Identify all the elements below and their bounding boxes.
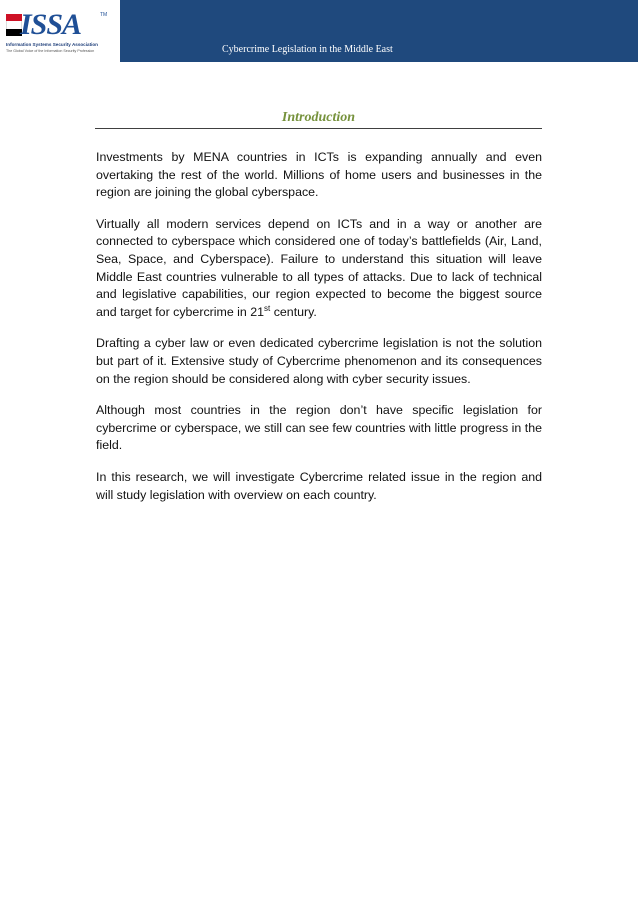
paragraph: Drafting a cyber law or even dedicated cybercrime legislation is not the solution but part of it. Extensive study of Cybercrime phenomenon and its consequences on the region should be considered along with cyber security issues.	[96, 336, 542, 386]
page-header	[0, 0, 638, 62]
heading-divider	[95, 128, 542, 129]
paragraph: Virtually all modern services depend on ICTs and in a way or another are connected to cyberspace which considered one of today’s battlefields (Air, Land, Sea, Space, and Cyberspace). Failure to understand this situation will leave Middle East countries vulnerable to all types of attacks. Due to lack of technical and legislative capabilities, our region expected to become the biggest source and target for cybercrime in 21st century.	[96, 216, 542, 319]
issa-logo	[0, 0, 120, 62]
paragraph: Although most countries in the region don’t have specific legislation for cybercrime or cyberspace, we still can see few countries with little progress in the field.	[96, 403, 542, 453]
logo-tagline: The Global Voice of the Information Security Profession	[6, 49, 95, 53]
document-body	[96, 149, 542, 518]
section-heading: Introduction	[281, 110, 356, 125]
ordinal-superscript: st	[264, 303, 271, 313]
paragraph: In this research, we will investigate Cybercrime related issue in the region and will study legislation with overview on each country.	[96, 469, 542, 502]
logo-subtitle: Information Systems Security Association	[6, 42, 98, 47]
logo-trademark: TM	[100, 12, 108, 18]
paragraph: Investments by MENA countries in ICTs is expanding annually and even overtaking the rest of the world. Millions of home users and businesses in the region are joining the global cyberspace.	[96, 150, 542, 200]
document-title: Cybercrime Legislation in the Middle East	[222, 44, 393, 55]
logo-wordmark: ISSA	[20, 8, 82, 41]
